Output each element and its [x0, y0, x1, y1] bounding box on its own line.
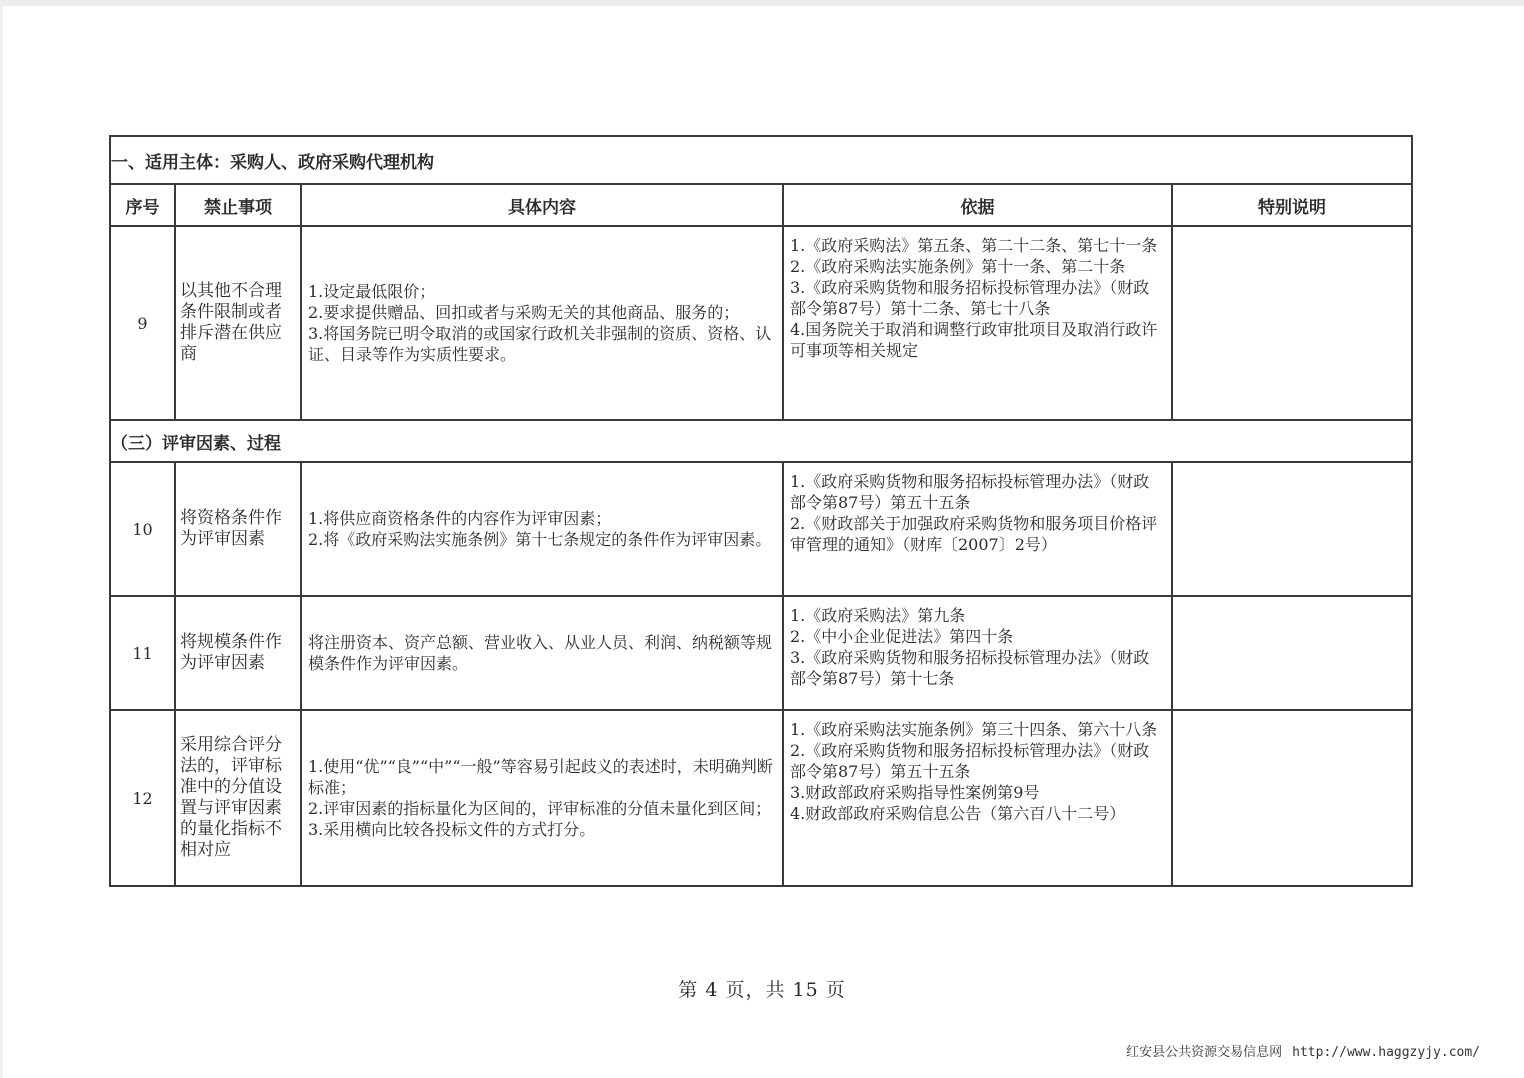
- row-prohibited: 采用综合评分法的，评审标准中的分值设置与评审因素的量化指标不相对应: [175, 710, 301, 886]
- row-basis: 1.《政府采购货物和服务招标投标管理办法》（财政部令第87号）第五十五条 2.《财政部关于加强政府采购货物和服务项目价格评审管理的通知》（财库〔2007〕2号）: [783, 462, 1172, 596]
- source-watermark: [1126, 1041, 1480, 1060]
- prohibited-items-table: [109, 135, 1413, 887]
- row-note: [1172, 226, 1412, 420]
- row-content: 1.使用“优”“良”“中”“一般”等容易引起歧义的表述时，未明确判断标准； 2.评审因素的指标量化为区间的，评审标准的分值未量化到区间； 3.采用横向比较各投标文件的方式打分。: [301, 710, 783, 886]
- row-seq: 12: [110, 710, 175, 886]
- row-note: [1172, 710, 1412, 886]
- subsection-title: （三）评审因素、过程: [110, 420, 1412, 462]
- watermark-url: http://www.haggzyjy.com/: [1292, 1045, 1480, 1060]
- row-content: 1.将供应商资格条件的内容作为评审因素； 2.将《政府采购法实施条例》第十七条规定的条件作为评审因素。: [301, 462, 783, 596]
- column-header-row: [110, 184, 1412, 226]
- table-row: [110, 462, 1412, 596]
- header-seq: 序号: [110, 184, 175, 226]
- header-prohibited: 禁止事项: [175, 184, 301, 226]
- header-content: 具体内容: [301, 184, 783, 226]
- row-note: [1172, 462, 1412, 596]
- watermark-site-name: 红安县公共资源交易信息网: [1126, 1045, 1283, 1060]
- row-seq: 10: [110, 462, 175, 596]
- row-seq: 9: [110, 226, 175, 420]
- table-row: [110, 596, 1412, 710]
- row-content: 1.设定最低限价； 2.要求提供赠品、回扣或者与采购无关的其他商品、服务的； 3.将国务院已明令取消的或国家行政机关非强制的资质、资格、认证、目录等作为实质性要求。: [301, 226, 783, 420]
- header-basis: 依据: [783, 184, 1172, 226]
- row-content: 将注册资本、资产总额、营业收入、从业人员、利润、纳税额等规模条件作为评审因素。: [301, 596, 783, 710]
- row-basis: 1.《政府采购法》第九条 2.《中小企业促进法》第四十条 3.《政府采购货物和服务招标投标管理办法》（财政部令第87号）第十七条: [783, 596, 1172, 710]
- page-number: 第 4 页，共 15 页: [678, 979, 846, 1001]
- row-prohibited: 以其他不合理条件限制或者排斥潜在供应商: [175, 226, 301, 420]
- table-row: [110, 710, 1412, 886]
- subsection-header-row: [110, 420, 1412, 462]
- row-prohibited: 将规模条件作为评审因素: [175, 596, 301, 710]
- page-left-edge: [0, 0, 3, 1078]
- section-header-row: [110, 136, 1412, 184]
- table-row: [110, 226, 1412, 420]
- page-top-edge: [0, 0, 1524, 6]
- row-basis: 1.《政府采购法》第五条、第二十二条、第七十一条 2.《政府采购法实施条例》第十一条、第二十条 3.《政府采购货物和服务招标投标管理办法》（财政部令第87号）第十二条、第七十八条 4.国务院关于取消和调整行政审批项目及取消行政许可事项等相关规定: [783, 226, 1172, 420]
- row-basis: 1.《政府采购法实施条例》第三十四条、第六十八条 2.《政府采购货物和服务招标投标管理办法》（财政部令第87号）第五十五条 3.财政部政府采购指导性案例第9号 4.财政部政府采购信息公告（第六百八十二号）: [783, 710, 1172, 886]
- row-note: [1172, 596, 1412, 710]
- row-seq: 11: [110, 596, 175, 710]
- row-prohibited: 将资格条件作为评审因素: [175, 462, 301, 596]
- header-note: 特别说明: [1172, 184, 1412, 226]
- section-title: 一、适用主体：采购人、政府采购代理机构: [110, 136, 1412, 184]
